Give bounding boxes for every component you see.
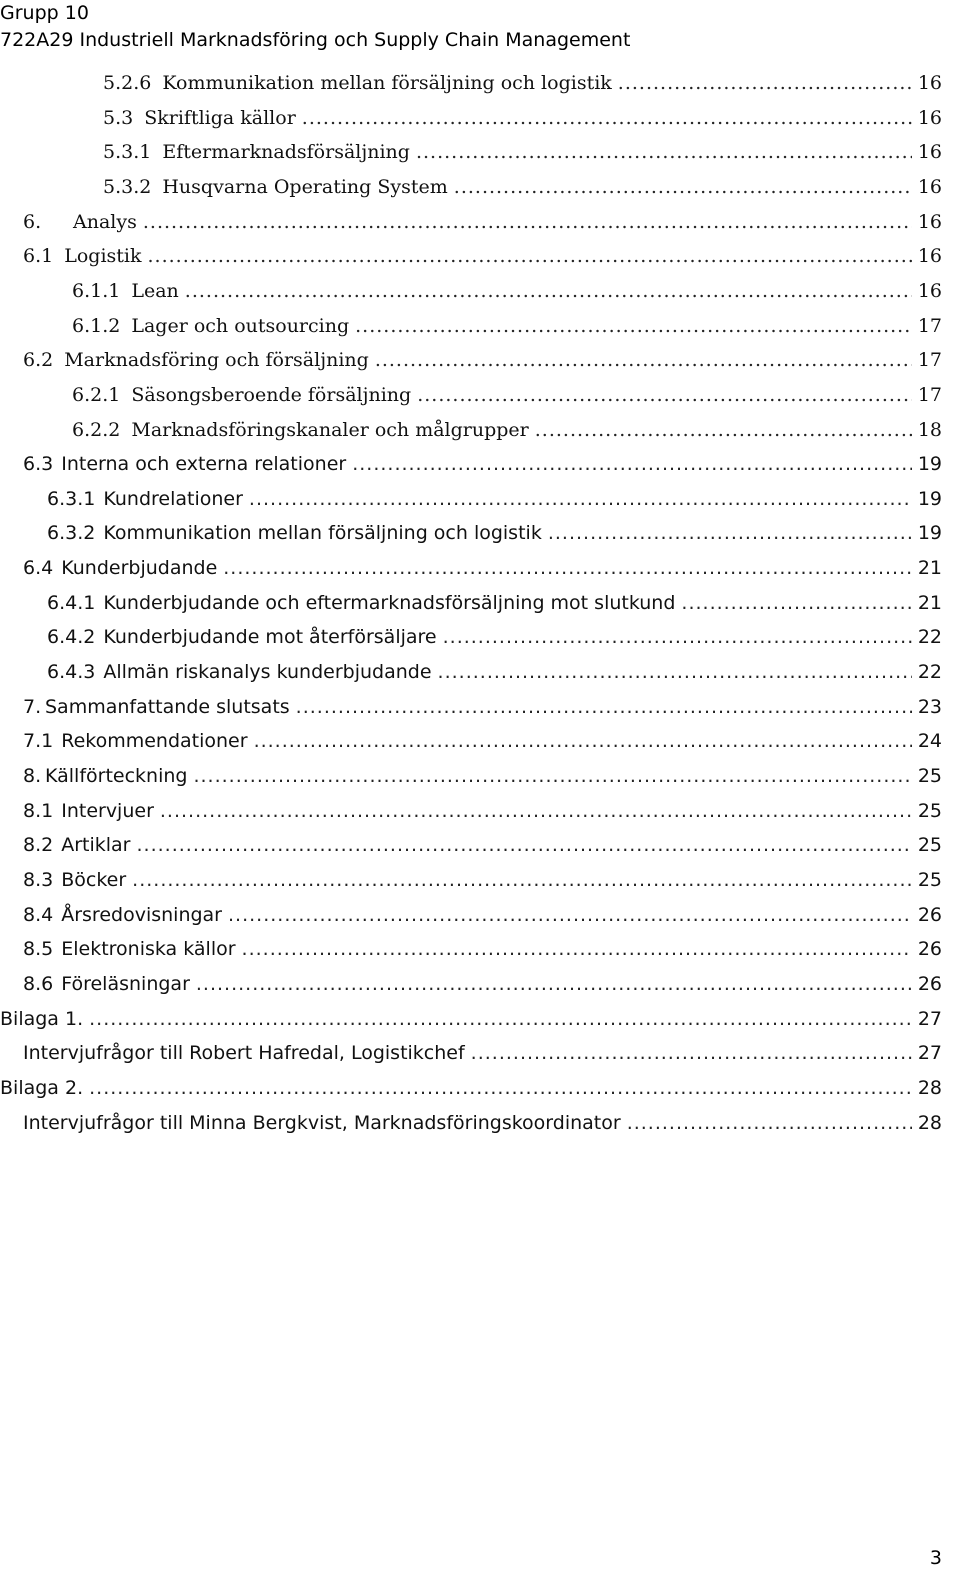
toc-entry-number: 7. [23,695,42,718]
toc-entry-title: Lager och outsourcing [131,314,350,337]
dot-leader [438,661,912,683]
dot-leader [417,384,912,406]
toc-entry-page: 28 [917,1076,942,1099]
dot-leader [375,349,912,371]
dot-leader [352,453,912,475]
toc-entry-number: 8.4 [23,903,54,926]
toc-entry[interactable] [23,973,960,1009]
header-course: 722A29 Industriell Marknadsföring och Supply Chain Management [0,29,631,51]
toc-entry[interactable] [23,765,960,801]
toc-entry[interactable] [23,730,960,766]
toc-entry[interactable] [0,1008,960,1044]
page-header [0,0,630,54]
toc-entry-page: 21 [917,557,942,580]
toc-entry-page: 26 [917,903,942,926]
dot-leader [228,904,912,926]
toc-entry-page: 25 [917,765,942,787]
toc-entry-title: Sammanfattande slutsats [45,695,290,718]
toc-entry-number: 6.1 [23,245,54,268]
dot-leader [223,557,912,579]
toc-entry[interactable] [23,904,960,940]
toc-entry-title: Kommunikation mellan försäljning och logistik [103,522,542,545]
toc-entry-title: Intervjuer [61,799,154,822]
toc-entry[interactable] [23,869,960,905]
dot-leader [196,973,912,995]
toc-entry-title: Eftermarknadsförsäljning [162,141,410,164]
toc-entry-page: 28 [917,1111,942,1134]
toc-entry-number: 6. [23,210,42,233]
toc-entry[interactable] [23,245,960,281]
dot-leader [355,315,912,337]
toc-entry-title: Interna och externa relationer [61,453,347,476]
toc-entry-number: 8.6 [23,972,54,995]
dot-leader [249,488,912,510]
toc-entry[interactable] [23,800,960,836]
toc-entry-page: 16 [917,279,942,302]
toc-entry-title: Artiklar [61,834,131,857]
toc-entry[interactable] [23,453,960,489]
toc-entry-number: 8.3 [23,868,54,891]
toc-entry-title: Säsongsberoende försäljning [131,383,412,406]
toc-entry-title: Logistik [64,245,142,268]
toc-entry-page: 19 [917,453,942,476]
toc-entry-page: 25 [917,799,942,822]
dot-leader [296,696,912,718]
toc-entry-number: 6.1.1 [72,279,121,302]
page-number: 3 [929,1547,942,1569]
toc-entry-title: Lean [131,279,179,302]
toc-entry-page: 19 [917,522,942,545]
toc-entry[interactable] [47,488,960,524]
toc-entry-number: 5.3.2 [103,175,152,198]
toc-entry-page: 17 [917,349,942,372]
toc-entry[interactable] [23,696,960,732]
toc-entry[interactable] [23,938,960,974]
toc-entry-title: Kundrelationer [103,487,243,510]
toc-entry-title: Intervjufrågor till Minna Bergkvist, Marknadsföringskoordinator [23,1111,621,1134]
toc-entry-number: 8.5 [23,938,54,961]
toc-entry-page: 23 [917,695,942,718]
toc-entry-title: Böcker [61,868,127,891]
toc-entry-page: 22 [917,661,942,684]
toc-entry[interactable] [23,1042,960,1078]
dot-leader [302,107,912,129]
dot-leader [681,592,911,614]
dot-leader [185,280,912,302]
toc-entry-number: 5.3 [103,106,134,129]
toc-entry-number: Bilaga 1. [0,1007,84,1030]
toc-entry[interactable] [72,315,960,351]
toc-entry-number: 7.1 [23,730,54,753]
toc-entry-page: 17 [917,314,942,337]
dot-leader [132,869,912,891]
toc-entry-number: 6.4 [23,557,54,580]
dot-leader [627,1112,912,1134]
dot-leader [193,765,911,787]
toc-entry-page: 24 [917,730,942,753]
toc-entry[interactable] [47,592,960,628]
toc-entry-title: Analys [73,210,137,233]
toc-entry-number: 6.4.3 [47,661,96,684]
toc-entry-page: 27 [917,1007,942,1030]
toc-entry-page: 22 [917,626,942,649]
toc-entry[interactable] [23,1112,960,1148]
dot-leader [89,1008,912,1030]
toc-entry-number: 6.2 [23,349,54,372]
dot-leader [443,626,912,648]
toc-entry-number: 8.1 [23,799,54,822]
toc-entry-number: 6.3.2 [47,522,96,545]
toc-entry-page: 26 [917,972,942,995]
dot-leader [148,245,912,267]
toc-entry[interactable] [0,1077,960,1113]
toc-entry[interactable] [47,626,960,662]
dot-leader [254,730,912,752]
dot-leader [143,211,912,233]
dot-leader [454,176,912,198]
toc-entry-number: 8. [23,765,42,787]
toc-entry-page: 25 [917,834,942,857]
toc-entry[interactable] [72,384,960,420]
toc-entry[interactable] [23,834,960,870]
toc-entry-title: Föreläsningar [61,972,190,995]
dot-leader [548,522,912,544]
toc-entry-number: 6.4.2 [47,626,96,649]
toc-entry-number: 8.2 [23,834,54,857]
toc-entry-title: Kunderbjudande mot återförsäljare [103,626,437,649]
dot-leader [137,834,912,856]
toc-entry-page: 16 [917,141,942,164]
toc-entry[interactable] [47,522,960,558]
dot-leader [89,1077,912,1099]
toc-entry[interactable] [72,419,960,455]
toc-entry-page: 16 [917,72,942,94]
toc-entry-page: 16 [917,106,942,129]
toc-entry[interactable] [103,107,960,143]
toc-entry-page: 18 [917,418,942,441]
toc-entry-number: 6.2.2 [72,418,121,441]
toc-entry[interactable] [47,661,960,697]
toc-entry-number: 6.1.2 [72,314,121,337]
dot-leader [416,141,912,163]
toc-entry-title: Marknadsföringskanaler och målgrupper [131,418,529,441]
dot-leader [160,800,912,822]
toc-entry-title: Skriftliga källor [144,106,296,129]
toc-entry-title: Kommunikation mellan försäljning och logistik [162,72,612,94]
dot-leader [242,938,912,960]
dot-leader [471,1042,912,1064]
toc-entry-page: 17 [917,383,942,406]
toc-entry-number: 5.2.6 [103,72,152,94]
toc-entry-title: Intervjufrågor till Robert Hafredal, Logistikchef [23,1042,465,1065]
toc-entry[interactable] [103,176,960,212]
toc-entry-number: 6.3 [23,453,54,476]
toc-entry-title: Rekommendationer [61,730,248,753]
dot-leader [535,419,912,441]
toc-entry-title: Marknadsföring och försäljning [64,349,369,372]
toc-entry-page: 19 [917,487,942,510]
dot-leader [618,72,912,94]
toc-entry-title: Kunderbjudande och eftermarknadsförsäljning mot slutkund [103,591,676,614]
toc-entry-page: 16 [917,245,942,268]
toc-entry-number: 5.3.1 [103,141,152,164]
toc-entry-title: Allmän riskanalys kunderbjudande [103,661,432,684]
toc-entry[interactable] [103,72,960,108]
toc-entry-page: 27 [917,1042,942,1065]
toc-entry-number: 6.4.1 [47,591,96,614]
toc-entry-page: 25 [917,868,942,891]
toc-entry-title: Årsredovisningar [61,903,222,926]
toc-entry-number: 6.3.1 [47,487,96,510]
toc-entry-page: 21 [917,591,942,614]
toc-entry[interactable] [23,349,960,385]
toc-entry-title: Elektroniska källor [61,938,236,961]
toc-entry[interactable] [23,557,960,593]
toc-entry-title: Kunderbjudande [61,557,218,580]
toc-entry-number: 6.2.1 [72,383,121,406]
toc-entry-number: Bilaga 2. [0,1076,84,1099]
toc-entry[interactable] [103,141,960,177]
toc-entry-title: Källförteckning [45,765,188,787]
toc-entry[interactable] [72,280,960,316]
header-group: Grupp 10 [0,2,89,24]
toc-entry-title: Husqvarna Operating System [162,175,448,198]
toc-entry-page: 26 [917,938,942,961]
toc-entry-page: 16 [917,210,942,233]
toc-entry-page: 16 [917,175,942,198]
toc-entry[interactable] [23,211,960,247]
